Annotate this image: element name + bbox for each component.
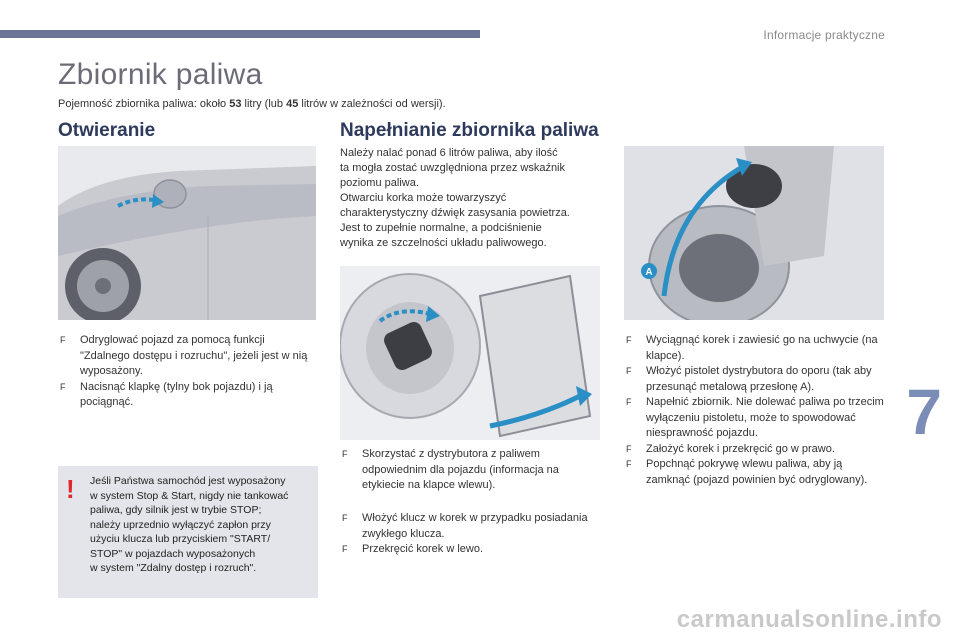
warning-box bbox=[58, 466, 318, 598]
list-item: F Założyć korek i przekręcić go w prawo. bbox=[624, 442, 886, 458]
filling-steps-c bbox=[624, 333, 886, 488]
list-item: F Napełnić zbiornik. Nie dolewać paliwa po trzecim wyłączeniu pistoletu, może to spowodować niesprawność pojazdu. bbox=[626, 396, 884, 439]
bullet-icon: F bbox=[626, 459, 632, 469]
chapter-number: 7 bbox=[906, 376, 942, 448]
header-bar bbox=[0, 30, 480, 38]
car-fuel-flap-photo bbox=[58, 146, 316, 320]
filling-intro: Należy nalać ponad 6 litrów paliwa, aby ilość ta mogła zostać uwzględniona przez wskaźnik poziomu paliwa. Otwarciu korka może towarzyszyć charakterystyczny dźwięk zasysania powietrza. Jest to zupełnie normalne, a podciśnienie wynika ze szczelności układu paliwowego. bbox=[340, 147, 570, 249]
bullet-icon: F bbox=[342, 449, 348, 459]
warning-text: Jeśli Państwa samochód jest wyposażony w system Stop & Start, nigdy nie tankować paliwa, gdy silnik jest w trybie STOP; należy uprzednio wyłączyć zapłon przy użyciu klucza lub przyciskiem "START/ STOP" w pojazdach wyposażonych w system "Zdalny dostęp i rozruch". bbox=[90, 475, 289, 574]
list-item: F Odryglować pojazd za pomocą funkcji "Zdalnego dostępu i rozruchu", jeżeli jest w nią wyposażony. bbox=[60, 334, 308, 377]
capacity-note: Pojemność zbiornika paliwa: około 53 litry (lub 45 litrów w zależności od wersji). bbox=[58, 98, 446, 110]
bullet-icon: F bbox=[342, 544, 348, 554]
list-item: F Przekręcić korek w lewo. bbox=[340, 542, 602, 558]
bullet-icon: F bbox=[626, 443, 632, 454]
heading-filling: Napełnianie zbiornika paliwa bbox=[340, 120, 599, 141]
fuel-cap-photo bbox=[340, 266, 600, 440]
heading-opening: Otwieranie bbox=[58, 120, 156, 141]
list-item: F Nacisnąć klapkę (tylny bok pojazdu) i ją pociągnąć. bbox=[60, 380, 273, 408]
section-title: Informacje praktyczne bbox=[763, 28, 885, 42]
list-item: F Włożyć pistolet dystrybutora do oporu (tak aby przesunąć metalową przesłonę A). bbox=[626, 365, 872, 393]
bullet-icon: F bbox=[626, 397, 632, 407]
bullet-icon: F bbox=[60, 335, 66, 345]
list-item: F Popchnąć pokrywę wlewu paliwa, aby ją zamknąć (pojazd powinien być odryglowany). bbox=[626, 458, 868, 486]
bullet-icon: F bbox=[342, 513, 348, 523]
opening-steps bbox=[58, 333, 316, 411]
watermark: carmanualsonline.info bbox=[676, 606, 942, 633]
list-item: F Włożyć klucz w korek w przypadku posiadania zwykłego klucza. bbox=[342, 512, 588, 540]
fuel-cap-hung-photo bbox=[624, 146, 884, 320]
list-item: F Skorzystać z dystrybutora z paliwem odpowiednim dla pojazdu (informacja na etykiecie na klapce wlewu). bbox=[342, 448, 559, 491]
bullet-icon: F bbox=[626, 366, 632, 376]
filling-steps-b bbox=[340, 511, 602, 558]
bullet-icon: F bbox=[626, 335, 632, 345]
warning-icon: ! bbox=[66, 474, 75, 504]
bullet-icon: F bbox=[60, 381, 66, 392]
list-item: F Wyciągnąć korek i zawiesić go na uchwycie (na klapce). bbox=[626, 334, 878, 362]
filling-steps-a bbox=[340, 447, 602, 494]
page-title: Zbiornik paliwa bbox=[58, 58, 263, 91]
label-a: A bbox=[645, 267, 653, 278]
